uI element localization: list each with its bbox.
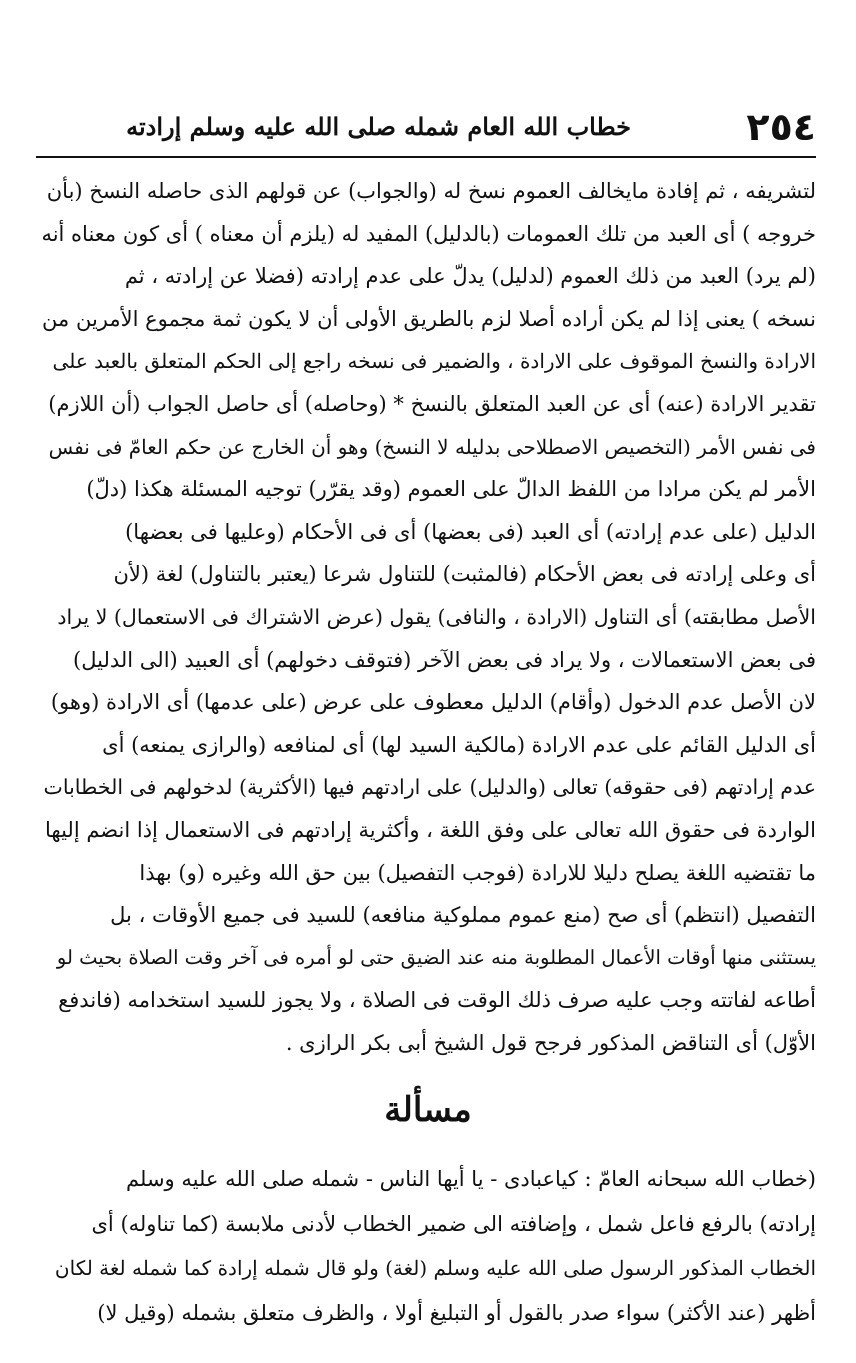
text-line: يستثنى منها أوقات الأعمال المطلوبة منه عند الضيق حتى لو أمره فى آخر وقت الصلاة بحيث لو [56, 945, 816, 969]
text-line: أطاعه لفاتته وجب عليه صرف ذلك الوقت فى الصلاة ، ولا يجوز للسيد استخدامه (فاندفع [58, 988, 816, 1013]
text-line: فى نفس الأمر (التخصيص الاصطلاحى بدليله لا النسخ) وهو أن الخارج عن حكم العامّ فى نفس [48, 434, 816, 459]
text-line: الارادة والنسخ الموقوف على الارادة ، والضمير فى نسخه راجع إلى الحكم المتعلق بالعبد على [52, 349, 816, 374]
text-line: ما تقتضيه اللغة يصلح دليلا للارادة (فوجب التفصيل) بين حق الله وغيره (و) بهذا [139, 860, 816, 885]
body-text [41, 170, 816, 1064]
text-line: (خطاب الله سبحانه العامّ : كياعبادى - يا أيها الناس - شمله صلى الله عليه وسلم [126, 1167, 816, 1191]
text-line: الأوّل) أى التناقض المذكور فرجح قول الشيخ أبى بكر الرازى . [285, 1030, 816, 1055]
text-line: لان الأصل عدم الدخول (وأقام) الدليل معطوف على عرض (على عدمها) أى الارادة (وهو) [50, 690, 816, 715]
text-line: (لم يرد) العبد من ذلك العموم (لدليل) يدلّ على عدم إرادته (فضلا عن إرادته ، ثم [124, 264, 816, 289]
text-line: لتشريفه ، ثم إفادة مايخالف العموم نسخ له (والجواب) عن قولهم الذى حاصله النسخ (بأن [46, 179, 816, 203]
text-line: خروجه ) أى العبد من تلك العمومات (بالدليل) المفيد له (يلزم أن معناه ) أى كون معناه أنه [41, 221, 816, 246]
section-text [41, 1157, 816, 1335]
text-line: إرادته) بالرفع فاعل شمل ، وإضافته الى ضمير الخطاب لأدنى ملابسة (كما تناوله) أى [91, 1211, 816, 1236]
text-line: الأمر لم يكن مرادا من اللفظ الدالّ على العموم (وقد يقرّر) توجيه المسئلة هكذا (دلّ) [86, 477, 816, 502]
header-rule [36, 156, 816, 158]
text-line: الأصل مطابقته) أى التناول (الارادة ، والنافى) يقول (عرض الاشتراك فى الاستعمال) لا يراد [57, 604, 816, 629]
page-number: ٢٥٤ [746, 105, 816, 149]
text-line: أظهر (عند الأكثر) سواء صدر بالقول أو التبليغ أولا ، والظرف متعلق بشمله (وقيل لا) [97, 1300, 816, 1325]
text-line: الخطاب المذكور الرسول صلى الله عليه وسلم (لغة) ولو قال شمله إرادة كما شمله لغة لكان [54, 1256, 816, 1280]
text-line: الدليل (على عدم إرادته) أى العبد (فى بعضها) أى فى الأحكام (وعليها فى بعضها) [125, 519, 816, 544]
text-line: نسخه ) يعنى إذا لم يكن أراده أصلا لزم بالطريق الأولى أن لا يكون ثمة مجموع الأمرين من [42, 306, 816, 331]
text-line: تقدير الارادة (عنه) أى عن العبد المتعلق بالنسخ * (وحاصله) أى حاصل الجواب (أن اللازم) [48, 391, 816, 416]
section-title: مسألة [384, 1090, 472, 1130]
text-line: أى الدليل القائم على عدم الارادة (مالكية السيد لها) أى لمنافعه (والرازى يمنعه) أى [102, 732, 816, 757]
text-line: فى بعض الاستعمالات ، ولا يراد فى بعض الآخر (فتوقف دخولهم) أى العبيد (الى الدليل) [73, 647, 816, 672]
text-line: الواردة فى حقوق الله تعالى على وفق اللغة ، وأكثرية إرادتهم فى الاستعمال إذا انضم إليها [45, 817, 816, 842]
text-line: أى وعلى إرادته فى بعض الأحكام (فالمثبت) للتناول شرعا (يعتبر بالتناول) لغة (لأن [113, 562, 816, 587]
page-header [36, 100, 816, 156]
running-head: خطاب الله العام شمله صلى الله عليه وسلم إرادته [126, 112, 631, 141]
text-line: عدم إرادتهم (فى حقوقه) تعالى (والدليل) على ارادتهم فيها (الأكثرية) لدخولهم فى الخطابات [43, 775, 816, 800]
text-line: التفصيل (انتظم) أى صح (منع عموم مملوكية منافعه) للسيد فى جميع الأوقات ، بل [110, 903, 816, 928]
